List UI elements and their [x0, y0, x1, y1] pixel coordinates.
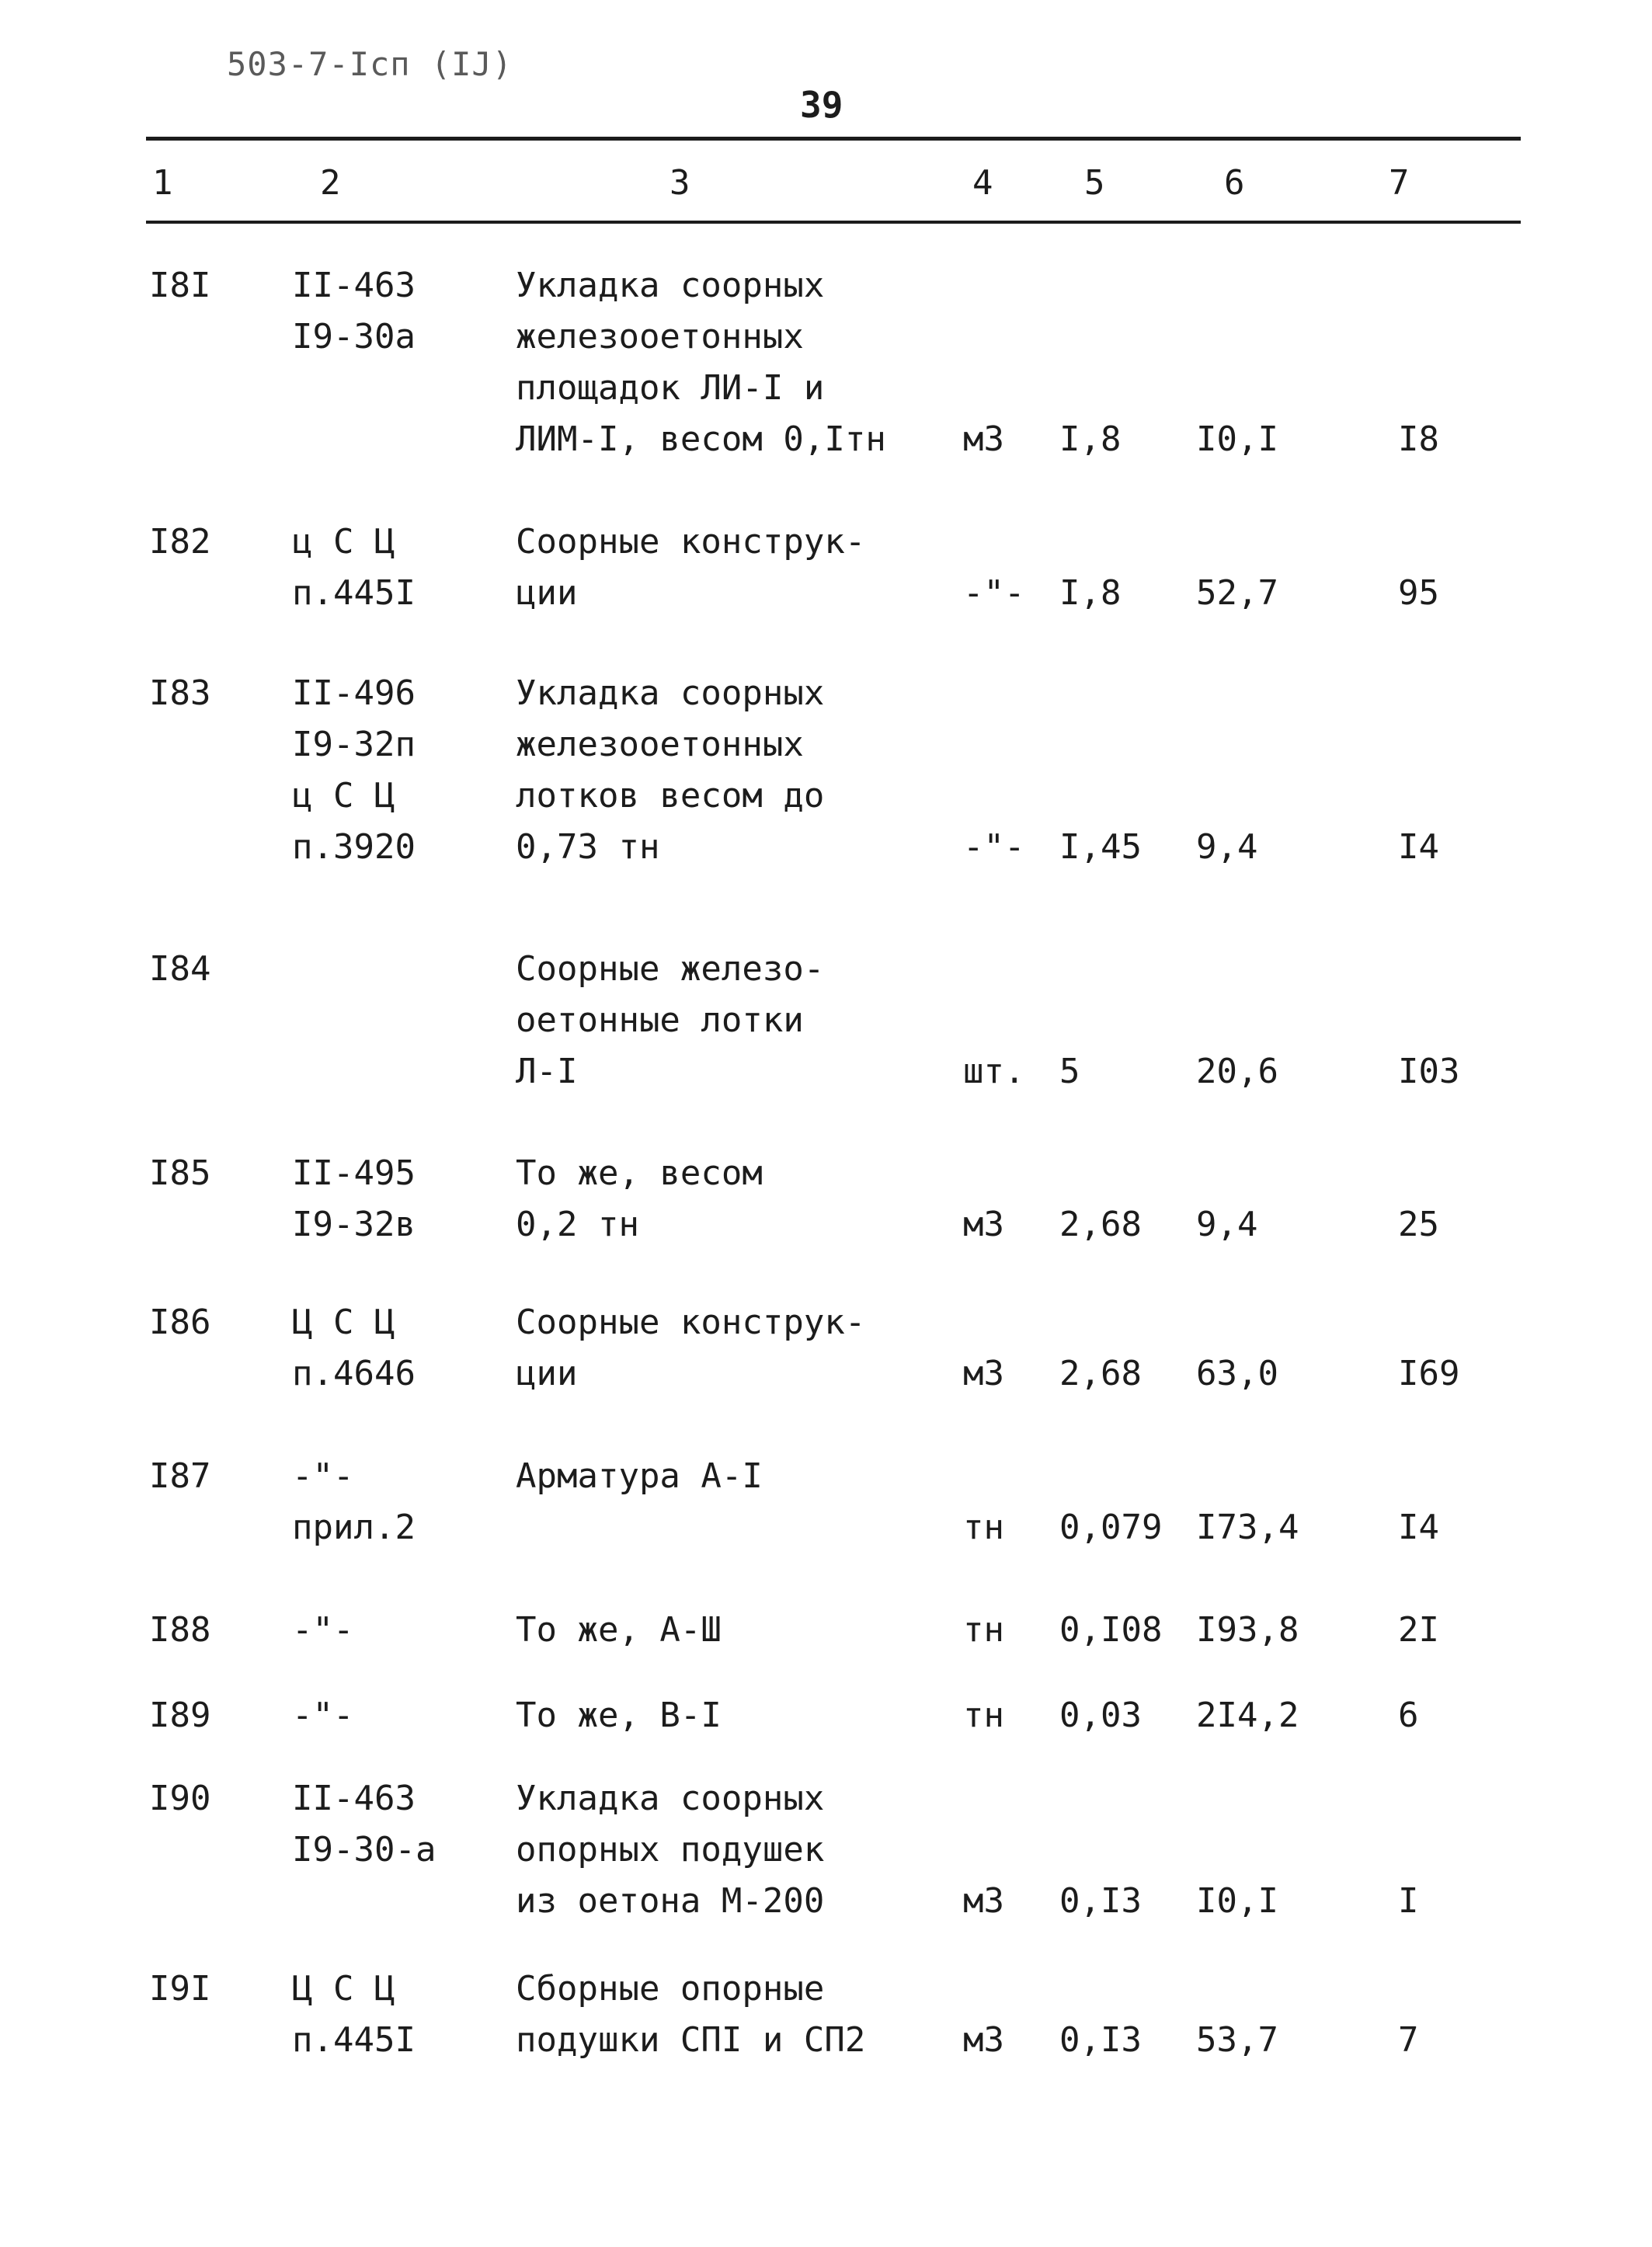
quantity-cell: 0,I08	[1059, 1610, 1163, 1650]
unit-cell: м3	[963, 1205, 1004, 1244]
reference-line: Ц С Ц	[292, 1969, 395, 2009]
unit-price-cell: 20,6	[1196, 1052, 1278, 1091]
total-cell: I4	[1398, 827, 1439, 867]
description-line: То же, В-I	[516, 1696, 722, 1735]
reference-line: I9-30-а	[292, 1830, 436, 1870]
description-line: Л-I	[516, 1052, 578, 1091]
total-cell: 2I	[1398, 1610, 1439, 1650]
quantity-cell: 0,03	[1059, 1696, 1142, 1735]
reference-line: II-463	[292, 266, 416, 305]
quantity-cell: I,45	[1059, 827, 1142, 867]
column-header-6: 6	[1224, 163, 1245, 203]
document-code: 503-7-Iсп (IJ)	[227, 45, 513, 83]
reference-line: I9-32п	[292, 725, 416, 764]
unit-cell: тн	[963, 1508, 1004, 1547]
description-line: Укладка соорных	[516, 1779, 825, 1818]
description-line: железооетонных	[516, 725, 804, 764]
table-header-rule	[146, 221, 1521, 224]
quantity-cell: 5	[1059, 1052, 1080, 1091]
description-line: оетонные лотки	[516, 1000, 804, 1040]
description-line: ции	[516, 1354, 578, 1393]
description-line: железооетонных	[516, 317, 804, 357]
quantity-cell: I,8	[1059, 419, 1122, 459]
reference-line: ц С Ц	[292, 776, 395, 816]
description-line: Укладка соорных	[516, 673, 825, 713]
row-number: I90	[149, 1779, 211, 1818]
row-number: I87	[149, 1456, 211, 1496]
quantity-cell: 0,I3	[1059, 2020, 1142, 2060]
description-line: из оетона М-200	[516, 1881, 825, 1921]
unit-price-cell: 53,7	[1196, 2020, 1278, 2060]
description-line: То же, весом	[516, 1153, 763, 1193]
total-cell: I8	[1398, 419, 1439, 459]
unit-cell: -"-	[963, 573, 1025, 613]
description-line: 0,2 тн	[516, 1205, 639, 1244]
unit-price-cell: I0,I	[1196, 1881, 1278, 1921]
total-cell: I	[1398, 1881, 1419, 1921]
page-number: 39	[800, 84, 843, 126]
row-number: I86	[149, 1303, 211, 1342]
total-cell: I03	[1398, 1052, 1460, 1091]
total-cell: 6	[1398, 1696, 1419, 1735]
unit-cell: м3	[963, 2020, 1004, 2060]
description-line: площадок ЛИ-I и	[516, 368, 825, 408]
row-number: I82	[149, 522, 211, 562]
unit-cell: тн	[963, 1610, 1004, 1650]
description-line: подушки СПI и СП2	[516, 2020, 866, 2060]
description-line: Сборные опорные	[516, 1969, 825, 2009]
quantity-cell: 2,68	[1059, 1354, 1142, 1393]
column-header-5: 5	[1084, 163, 1105, 203]
reference-line: I9-32в	[292, 1205, 416, 1244]
unit-price-cell: 63,0	[1196, 1354, 1278, 1393]
description-line: 0,73 тн	[516, 827, 660, 867]
reference-line: п.4646	[292, 1354, 416, 1393]
unit-price-cell: I0,I	[1196, 419, 1278, 459]
quantity-cell: 0,079	[1059, 1508, 1163, 1547]
column-header-4: 4	[972, 163, 993, 203]
reference-line: -"-	[292, 1610, 354, 1650]
unit-cell: шт.	[963, 1052, 1025, 1091]
reference-line: -"-	[292, 1696, 354, 1735]
reference-line: ц С Ц	[292, 522, 395, 562]
unit-cell: м3	[963, 1354, 1004, 1393]
column-header-1: 1	[152, 163, 173, 203]
reference-line: п.3920	[292, 827, 416, 867]
description-line: Укладка сoорных	[516, 266, 825, 305]
row-number: I8I	[149, 266, 211, 305]
quantity-cell: 2,68	[1059, 1205, 1142, 1244]
unit-price-cell: I93,8	[1196, 1610, 1299, 1650]
description-line: опорных подушек	[516, 1830, 825, 1870]
reference-line: II-495	[292, 1153, 416, 1193]
description-line: Соорные конструк-	[516, 1303, 866, 1342]
reference-line: п.445I	[292, 573, 416, 613]
row-number: I9I	[149, 1969, 211, 2009]
description-line: лотков весом до	[516, 776, 825, 816]
reference-line: Ц С Ц	[292, 1303, 395, 1342]
reference-line: -"-	[292, 1456, 354, 1496]
row-number: I89	[149, 1696, 211, 1735]
column-header-3: 3	[669, 163, 690, 203]
total-cell: 7	[1398, 2020, 1419, 2060]
unit-cell: м3	[963, 1881, 1004, 1921]
description-line: Соорные железо-	[516, 949, 825, 989]
total-cell: 95	[1398, 573, 1439, 613]
unit-price-cell: 52,7	[1196, 573, 1278, 613]
reference-line: II-463	[292, 1779, 416, 1818]
table-top-rule	[146, 137, 1521, 141]
row-number: I84	[149, 949, 211, 989]
reference-line: п.445I	[292, 2020, 416, 2060]
total-cell: 25	[1398, 1205, 1439, 1244]
unit-cell: тн	[963, 1696, 1004, 1735]
total-cell: I69	[1398, 1354, 1460, 1393]
total-cell: I4	[1398, 1508, 1439, 1547]
row-number: I85	[149, 1153, 211, 1193]
unit-price-cell: 2I4,2	[1196, 1696, 1299, 1735]
row-number: I83	[149, 673, 211, 713]
description-line: То же, А-Ш	[516, 1610, 722, 1650]
description-line: Сoорные конструк-	[516, 522, 866, 562]
column-header-7: 7	[1389, 163, 1410, 203]
unit-price-cell: 9,4	[1196, 1205, 1258, 1244]
column-header-2: 2	[320, 163, 341, 203]
unit-cell: -"-	[963, 827, 1025, 867]
description-line: ЛИМ-I, весом 0,Iтн	[516, 419, 886, 459]
reference-line: II-496	[292, 673, 416, 713]
unit-cell: м3	[963, 419, 1004, 459]
unit-price-cell: I73,4	[1196, 1508, 1299, 1547]
reference-line: прил.2	[292, 1508, 416, 1547]
quantity-cell: 0,I3	[1059, 1881, 1142, 1921]
reference-line: I9-30а	[292, 317, 416, 357]
unit-price-cell: 9,4	[1196, 827, 1258, 867]
description-line: Арматура А-I	[516, 1456, 763, 1496]
description-line: ции	[516, 573, 578, 613]
quantity-cell: I,8	[1059, 573, 1122, 613]
row-number: I88	[149, 1610, 211, 1650]
